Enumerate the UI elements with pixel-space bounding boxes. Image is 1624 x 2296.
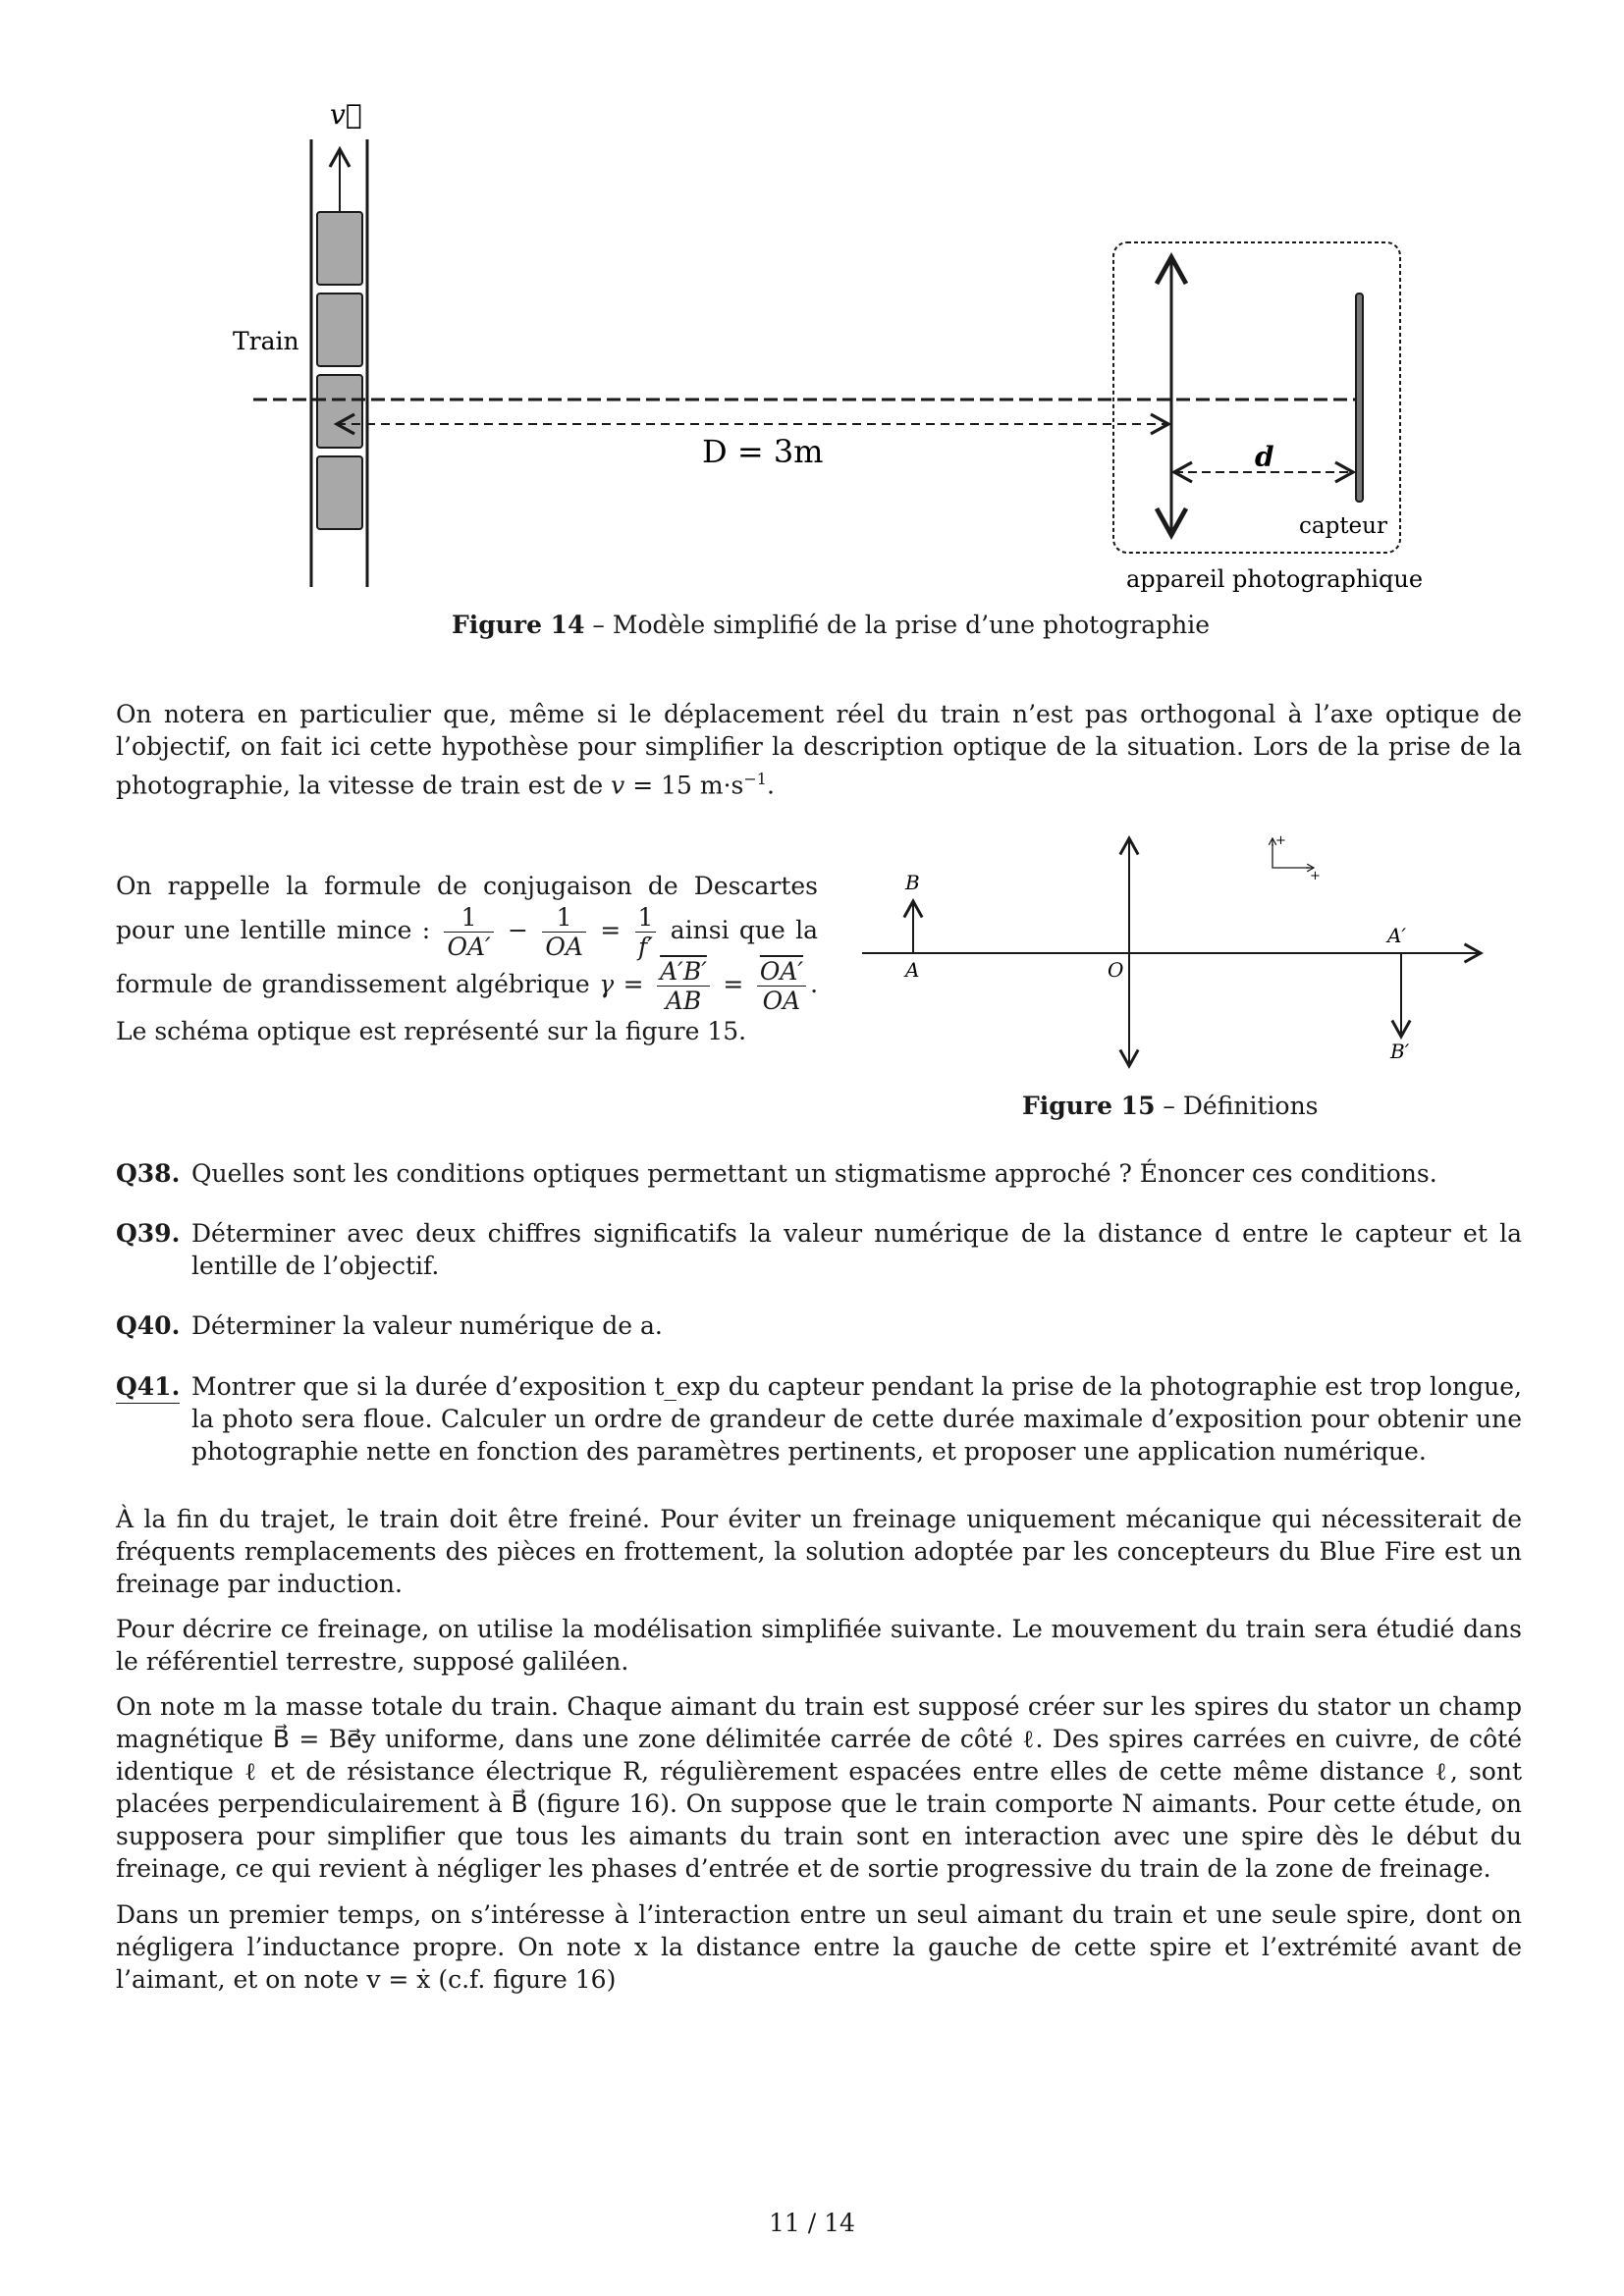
question-text: Quelles sont les conditions optiques permettant un stigmatisme approché ? Énoncer ces conditions.	[191, 1159, 1437, 1188]
question-q40	[116, 1309, 1522, 1342]
frac-1-oa: $\frac{1}{OA}$	[542, 905, 586, 959]
figure-15-caption-text: – Définitions	[1155, 1092, 1319, 1120]
velocity-label: v⃗	[330, 98, 362, 131]
sensor-label: capteur	[1299, 513, 1387, 539]
braking-paragraph-4: Dans un premier temps, on s’intéresse à l’interaction entre un seul aimant du train et une seule spire, dont on négligera l’inductance propre. On note x la distance entre la gauche de cette spire et l’extrémité avant de l’aimant, et on note v = ẋ (c.f. figure 16)	[116, 1900, 1522, 1994]
question-number: Q39.	[116, 1219, 181, 1248]
figure-14	[0, 0, 1624, 628]
train-label: Train	[233, 327, 299, 355]
plus-right: +	[1310, 869, 1321, 883]
label-B: B	[905, 871, 920, 894]
descartes-block: On rappelle la formule de conjugaison de Descartes pour une lentille mince : $\frac{1}{OA'}$ − $\frac{1}{OA}$ = $\frac{1}{f'}$ ainsi que la formule de grandissement algébrique γ = $\frac{A'B'}{AB}$ = $\frac{OA'}{OA}$ . Le schéma optique est représenté sur la figure 15.	[116, 872, 819, 1045]
figure-15-caption	[1022, 1092, 1319, 1120]
figure-14-caption-text: – Modèle simplifié de la prise d’une photographie	[584, 611, 1211, 639]
intro-end: .	[766, 771, 775, 800]
figure-14-caption	[452, 611, 1210, 639]
sensor	[1356, 294, 1363, 502]
braking-paragraph-3: On note m la masse totale du train. Chaque aimant du train est supposé créer sur les spires du stator un champ magnétique B⃗ = Be⃗y uniforme, dans une zone délimitée carrée de côté ℓ. Des spires carrées en cuivre, de côté identique ℓ et de résistance électrique R, régulièrement espacées entre elles de cette même distance ℓ, sont placées perpendiculairement à B⃗ (figure 16). On suppose que le train comporte N aimants. Pour cette étude, on supposera pour simplifier que tous les aimants du train sont en interaction avec une spire dès le début du freinage, ce qui revient à négliger les phases d’entrée et de sortie progressive du train de la zone de freinage.	[116, 1692, 1522, 1883]
figure-15	[844, 825, 1492, 1080]
frac-1-oa-prime: $\frac{1}{OA'}$	[444, 905, 493, 959]
label-A: A	[905, 958, 920, 982]
braking-paragraph-2: Pour décrire ce freinage, on utilise la modélisation simplifiée suivante. Le mouvement du train sera étudié dans le référentiel terrestre, supposé galiléen.	[116, 1615, 1522, 1676]
label-Bprime: B′	[1390, 1040, 1410, 1063]
intro-text: On notera en particulier que, même si le déplacement réel du train n’est pas orthogonal à l’axe optique de l’objectif, on fait ici cette hypothèse pour simplifier la description optique de la situation. Lors de la prise de la photographie, la vitesse de train est de	[116, 700, 1522, 800]
question-text: Déterminer avec deux chiffres significatifs la valeur numérique de la distance d entre le capteur et la lentille de l’objectif.	[191, 1219, 1522, 1280]
frac-apbp-ab: $\frac{A'B'}{AB}$	[657, 959, 710, 1013]
question-number: Q41.	[116, 1370, 180, 1404]
gamma: γ	[599, 970, 615, 998]
page-number: 11 / 14	[769, 2209, 855, 2237]
figure-14-caption-num: Figure 14	[452, 611, 585, 639]
speed-exp: −1	[743, 770, 767, 788]
question-q39	[116, 1217, 1522, 1282]
question-text: Déterminer la valeur numérique de a.	[191, 1311, 663, 1340]
frac-1-f-prime: $\frac{1}{f'}$	[635, 905, 657, 959]
descartes-text-1: On rappelle la formule de conjugaison de Descartes pour une lentille mince :	[116, 872, 818, 944]
question-number: Q40.	[116, 1311, 181, 1340]
descartes-text-3: . Le schéma optique est représenté sur la figure 15.	[116, 970, 819, 1045]
question-number: Q38.	[116, 1159, 181, 1188]
d-label: d	[1255, 441, 1274, 473]
question-q38	[116, 1157, 1522, 1190]
distance-D-label: D = 3m	[702, 433, 824, 470]
speed-value: = 15 m·s	[624, 771, 744, 800]
train-car	[317, 375, 362, 448]
train-car	[317, 456, 362, 529]
braking-paragraph-1: À la fin du trajet, le train doit être freiné. Pour éviter un freinage uniquement mécanique qui nécessiterait de fréquents remplacements des pièces en frottement, la solution adoptée par les concepteurs du Blue Fire est un freinage par induction.	[116, 1505, 1522, 1598]
question-text: Montrer que si la durée d’exposition t_exp du capteur pendant la prise de la photographie est trop longue, la photo sera floue. Calculer un ordre de grandeur de cette durée maximale d’exposition pour obtenir une photographie nette en fonction des paramètres pertinents, et proposer une application numérique.	[191, 1372, 1522, 1466]
plus-up: +	[1275, 833, 1286, 848]
intro-paragraph	[116, 698, 1522, 801]
speed-var: v	[611, 771, 625, 800]
label-O: O	[1108, 958, 1124, 982]
question-q41	[116, 1370, 1522, 1468]
camera-label: appareil photographique	[1126, 565, 1424, 593]
train-car	[317, 294, 362, 366]
train-car	[317, 212, 362, 285]
figure-15-caption-num: Figure 15	[1022, 1092, 1156, 1120]
descartes-text-2: ainsi que la formule de grandissement algébrique	[116, 916, 819, 998]
frac-oap-oa: $\frac{OA'}{OA}$	[757, 959, 806, 1013]
label-Aprime: A′	[1387, 924, 1406, 947]
